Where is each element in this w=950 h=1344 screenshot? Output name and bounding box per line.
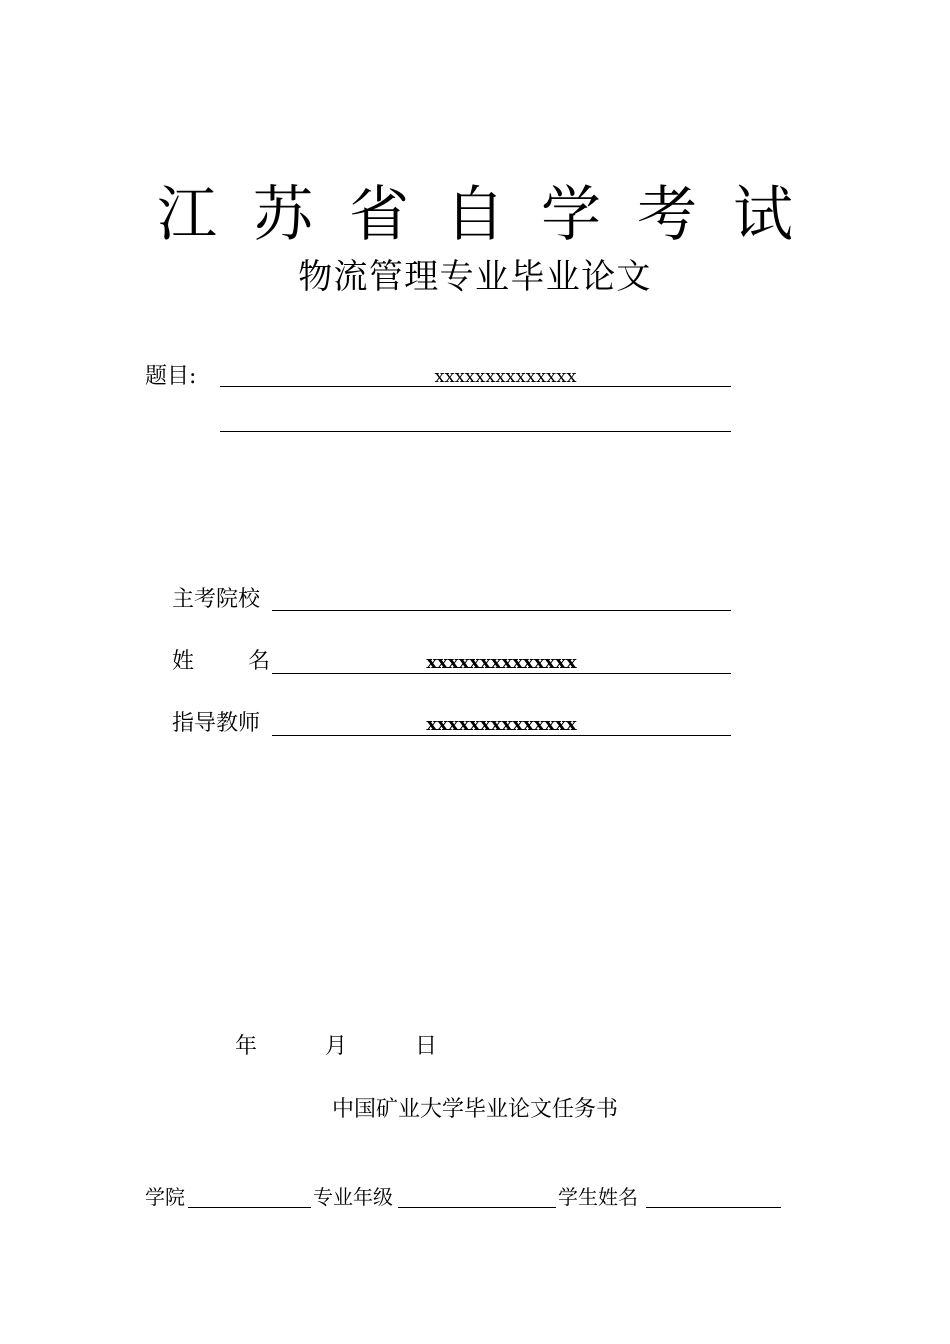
advisor-value: xxxxxxxxxxxxxx <box>426 714 577 735</box>
student-name-line <box>646 1207 781 1208</box>
school-line <box>272 610 731 611</box>
topic-label: 题目: <box>145 364 197 389</box>
task-book-title: 中国矿业大学毕业论文任务书 <box>331 1097 618 1122</box>
main-title: 江苏省自学考试 <box>157 180 829 250</box>
name-label-second: 名 <box>248 649 271 674</box>
student-name-label: 学生姓名 <box>558 1185 638 1209</box>
date-month: 月 <box>325 1034 348 1059</box>
date-year: 年 <box>235 1034 258 1059</box>
school-label: 主考院校 <box>172 587 261 612</box>
major-label: 专业年级 <box>313 1185 393 1209</box>
topic-value: xxxxxxxxxxxxxx <box>434 366 577 387</box>
name-label-first: 姓 <box>172 649 195 674</box>
date-day: 日 <box>415 1034 438 1059</box>
major-line <box>398 1207 556 1208</box>
college-label: 学院 <box>145 1185 185 1209</box>
subtitle: 物流管理专业毕业论文 <box>298 257 652 297</box>
advisor-label: 指导教师 <box>172 711 261 736</box>
topic-line-2 <box>220 431 731 432</box>
college-line <box>188 1207 311 1208</box>
name-value: xxxxxxxxxxxxxx <box>426 652 577 673</box>
